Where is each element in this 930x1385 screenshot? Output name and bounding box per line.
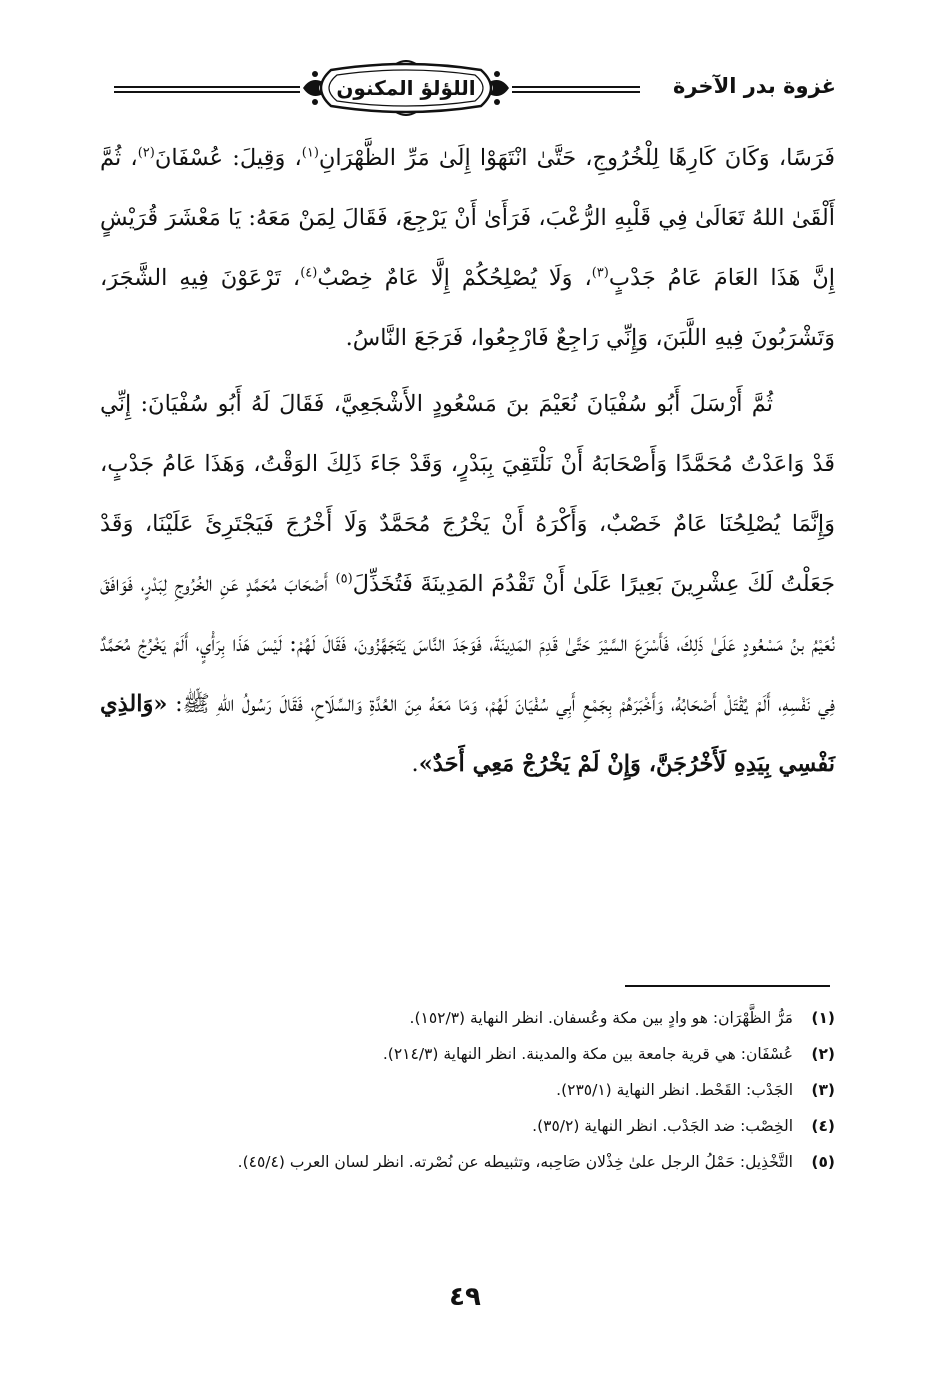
footnote-ref-2[interactable]: (٢) (137, 145, 155, 161)
text-run: ، ثُمَّ أَلْقَىٰ اللهُ تَعَالَىٰ فِي قَلْبِهِ الرُّعْبَ، فَرَأَىٰ أَنْ يَرْجِعَ، فَقَالَ لِمَنْ مَعَهُ: يَا مَعْشَرَ قُرَيْشٍ إِنَّ هَذَا العَامَ عَامُ جَدْبٍ (100, 145, 835, 291)
text-run: ، وَلَا يُصْلِحُكُمْ إِلَّا عَامٌ خِصْبٌ (317, 265, 592, 291)
footnote-text: عُسْفَان: هي قرية جامعة بين مكة والمدينة. انظر النهاية (٢١٤/٣). (382, 1045, 793, 1063)
footnote-ref-5[interactable]: (٥) (335, 571, 353, 587)
footnote-number: (٤) (811, 1117, 835, 1135)
footnote-3 (100, 1072, 835, 1108)
footnote-ref-4[interactable]: (٤) (300, 265, 318, 281)
footnote-text: الجَدْب: القَحْط. انظر النهاية (٢٣٥/١). (556, 1081, 793, 1099)
footnote-number: (٥) (811, 1153, 835, 1171)
footnote-number: (٣) (811, 1081, 835, 1099)
footnote-text: التَّخْذِيل: حَمْلُ الرجل علىٰ خِذْلان صَاحِبه، وتثبيطه عن نُصْرته. انظر لسان العرب (٤٥/٤). (237, 1153, 793, 1171)
footnote-ref-3[interactable]: (٣) (591, 265, 609, 281)
footnote-ref-1[interactable]: (١) (301, 145, 319, 161)
chapter-title: غزوة بدر الآخرة (672, 74, 836, 98)
main-text (100, 128, 835, 794)
footnote-number: (١) (811, 1009, 835, 1027)
footnote-2 (100, 1036, 835, 1072)
paragraph-1 (100, 128, 835, 368)
text-run: ثُمَّ أَرْسَلَ أَبُو سُفْيَانَ نُعَيْمَ بنَ مَسْعُودٍ الأَشْجَعِيَّ، فَقَالَ لَهُ أَبُو سُفْيَانَ: إِنِّي قَدْ وَاعَدْتُ مُحَمَّدًا وَأَصْحَابَهُ أَنْ نَلْتَقِيَ بِبَدْرٍ، وَقَدْ جَاءَ ذَلِكَ الوَقْتُ، وَهَذَا عَامُ جَدْبٍ، وَإِنَّمَا يُصْلِحُنَا عَامٌ خَصْبٌ، وَأَكْرَهُ أَنْ يَخْرُجَ مُحَمَّدٌ وَلَا أَخْرُجَ فَيَجْتَرِئَ عَلَيْنَا، وَقَدْ جَعَلْتُ لَكَ عِشْرِينَ بَعِيرًا عَلَىٰ أَنْ تَقْدُمَ المَدِينَةَ فَتُخَذِّلَ (100, 391, 835, 597)
footnote-1 (100, 1000, 835, 1036)
paragraph-2 (100, 374, 835, 794)
text-run: ، تَرْعَوْنَ فِيهِ الشَّجَرَ، وَتَشْرَبُونَ فِيهِ اللَّبَنَ، وَإِنِّي رَاجِعٌ فَارْجِعُوا، فَرَجَعَ النَّاسُ. (100, 265, 835, 351)
header-rule-left (114, 86, 300, 93)
text-run: أَصْحَابَ مُحَمَّدٍ عَنِ الخُرُوجِ لِبَدْرٍ، فَوَافَقَ نُعَيْمُ بنُ مَسْعُودٍ عَلَىٰ ذَلِكَ، فَأَسْرَعَ السَّيْرَ حَتَّىٰ قَدِمَ المَدِينَةَ، فَوَجَدَ النَّاسَ يَتَجَهَّزُونَ، فَقَالَ لَهُمْ: لَيْسَ هَذَا بِرَأْيٍ، أَلَمْ يَخْرُجْ مُحَمَّدٌ فِي نَفْسِهِ، أَلَمْ يُقْتَلْ أَصْحَابُهُ، وَأَخْبَرَهُمْ بِجَمْعِ أَبِي سُفْيَانَ لَهُمْ، وَمَا مَعَهُ مِنَ العُدَّةِ وَالسِّلَاحِ، فَقَالَ رَسُولُ اللهِ ﷺ: (100, 571, 835, 717)
text-run: فَرَسًا، وَكَانَ كَارِهًا لِلْخُرُوجِ، حَتَّىٰ انْتَهَوْا إِلَىٰ مَرِّ الظَّهْرَانِ (318, 145, 836, 171)
header-rule-right (512, 86, 640, 93)
footnote-text: الخِصْب: ضد الجَدْب. انظر النهاية (٣٥/٢). (532, 1117, 793, 1135)
hadith-quote: «وَالذِي نَفْسِي بِيَدِهِ لَأَخْرُجَنَّ، وَإِنْ لَمْ يَخْرُجْ مَعِي أَحَدٌ» (100, 691, 835, 777)
footnote-separator (625, 985, 830, 987)
book-title-ornament (301, 60, 511, 116)
text-run: ، وَقِيلَ: عُسْفَانَ (154, 145, 302, 171)
text-run: . (411, 751, 419, 777)
footnote-5 (100, 1144, 835, 1180)
footnote-number: (٢) (811, 1045, 835, 1063)
footnotes (100, 1000, 835, 1180)
running-header (92, 58, 836, 122)
footnote-text: مَرُّ الظَّهْرَان: هو وادٍ بين مكة وعُسفان. انظر النهاية (١٥٢/٣). (409, 1009, 793, 1027)
footnote-4 (100, 1108, 835, 1144)
page-number: ٤٩ (449, 1282, 481, 1312)
book-title: اللؤلؤ المكنون (336, 76, 476, 100)
